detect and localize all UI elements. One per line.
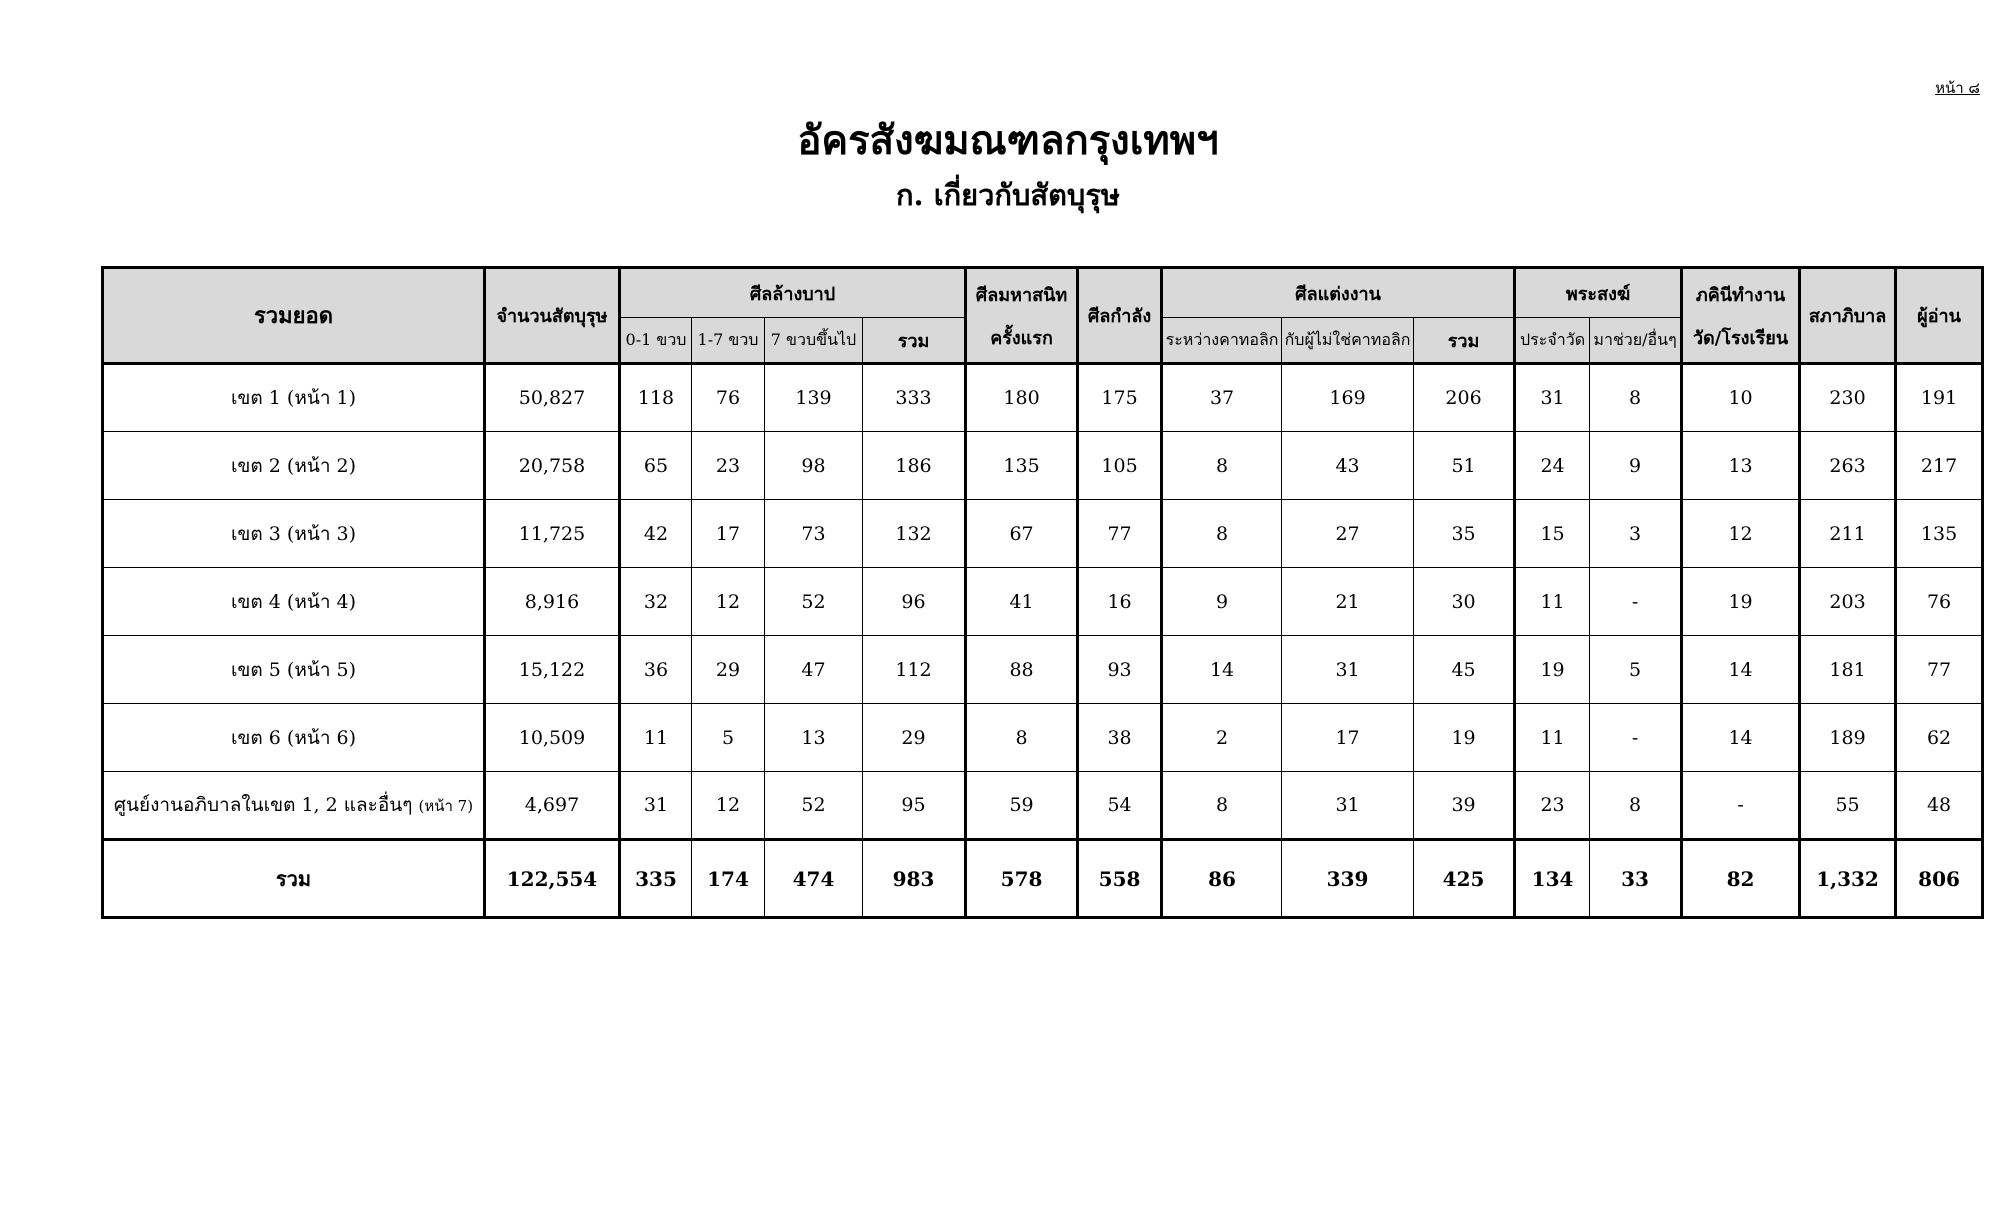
row-label-text: รวม: [275, 866, 312, 891]
cell-marriage-total: 45: [1414, 636, 1515, 704]
cell-confirmation: 77: [1078, 500, 1162, 568]
row-label: [103, 500, 485, 568]
cell-nuns: 19: [1682, 568, 1800, 636]
cell-marriage-mixed: 43: [1282, 432, 1414, 500]
cell-confirmation: 558: [1078, 840, 1162, 918]
cell-priests-resident: 23: [1515, 772, 1590, 840]
cell-council: 211: [1800, 500, 1896, 568]
cell-council: 189: [1800, 704, 1896, 772]
cell-members: 50,827: [485, 364, 620, 432]
cell-council: 181: [1800, 636, 1896, 704]
cell-baptism-total: 95: [863, 772, 966, 840]
header-baptism-1-7: 1-7 ขวบ: [692, 318, 765, 364]
row-label: [103, 364, 485, 432]
cell-marriage-catholic: 86: [1162, 840, 1282, 918]
cell-readers: 76: [1896, 568, 1983, 636]
cell-members: 8,916: [485, 568, 620, 636]
cell-baptism-0-1: 118: [620, 364, 692, 432]
total-row: [103, 840, 1983, 918]
cell-baptism-7-plus: 73: [765, 500, 863, 568]
cell-priests-resident: 11: [1515, 704, 1590, 772]
cell-members: 122,554: [485, 840, 620, 918]
cell-readers: 191: [1896, 364, 1983, 432]
cell-marriage-total: 51: [1414, 432, 1515, 500]
cell-baptism-1-7: 12: [692, 772, 765, 840]
header-baptism-0-1: 0-1 ขวบ: [620, 318, 692, 364]
cell-members: 10,509: [485, 704, 620, 772]
cell-baptism-7-plus: 52: [765, 772, 863, 840]
cell-confirmation: 175: [1078, 364, 1162, 432]
header-first-communion-line2: ครั้งแรก: [990, 327, 1053, 349]
header-confirmation: ศีลกำลัง: [1078, 268, 1162, 364]
cell-marriage-total: 35: [1414, 500, 1515, 568]
cell-priests-resident: 134: [1515, 840, 1590, 918]
cell-marriage-total: 206: [1414, 364, 1515, 432]
cell-nuns: 13: [1682, 432, 1800, 500]
row-label: [103, 636, 485, 704]
header-priests-resident: ประจำวัด: [1515, 318, 1590, 364]
cell-members: 4,697: [485, 772, 620, 840]
cell-baptism-0-1: 32: [620, 568, 692, 636]
cell-nuns: 14: [1682, 636, 1800, 704]
cell-members: 20,758: [485, 432, 620, 500]
cell-baptism-1-7: 174: [692, 840, 765, 918]
row-label-text: เขต 4 (หน้า 4): [230, 590, 357, 613]
cell-baptism-7-plus: 47: [765, 636, 863, 704]
row-label: [103, 568, 485, 636]
header-priests-assisting: มาช่วย/อื่นๆ: [1590, 318, 1682, 364]
cell-baptism-1-7: 5: [692, 704, 765, 772]
cell-marriage-total: 19: [1414, 704, 1515, 772]
cell-nuns: -: [1682, 772, 1800, 840]
header-nuns: [1682, 268, 1800, 364]
cell-priests-resident: 19: [1515, 636, 1590, 704]
cell-baptism-total: 29: [863, 704, 966, 772]
cell-priests-assisting: 3: [1590, 500, 1682, 568]
cell-priests-resident: 24: [1515, 432, 1590, 500]
cell-marriage-total: 425: [1414, 840, 1515, 918]
cell-marriage-catholic: 8: [1162, 432, 1282, 500]
cell-marriage-mixed: 169: [1282, 364, 1414, 432]
cell-first-communion: 88: [966, 636, 1078, 704]
cell-baptism-0-1: 11: [620, 704, 692, 772]
cell-priests-assisting: -: [1590, 568, 1682, 636]
cell-baptism-1-7: 23: [692, 432, 765, 500]
cell-priests-resident: 15: [1515, 500, 1590, 568]
cell-baptism-total: 112: [863, 636, 966, 704]
row-label: [103, 772, 485, 840]
page-number: หน้า ๘: [1935, 79, 1980, 97]
cell-marriage-mixed: 27: [1282, 500, 1414, 568]
cell-baptism-1-7: 76: [692, 364, 765, 432]
cell-baptism-0-1: 36: [620, 636, 692, 704]
cell-baptism-total: 333: [863, 364, 966, 432]
cell-marriage-catholic: 14: [1162, 636, 1282, 704]
row-label-text: เขต 2 (หน้า 2): [230, 454, 357, 477]
cell-baptism-7-plus: 139: [765, 364, 863, 432]
cell-priests-assisting: 8: [1590, 772, 1682, 840]
cell-readers: 806: [1896, 840, 1983, 918]
cell-first-communion: 67: [966, 500, 1078, 568]
cell-marriage-catholic: 8: [1162, 500, 1282, 568]
cell-confirmation: 105: [1078, 432, 1162, 500]
cell-council: 203: [1800, 568, 1896, 636]
row-label-text: เขต 6 (หน้า 6): [230, 726, 357, 749]
cell-marriage-catholic: 37: [1162, 364, 1282, 432]
row-label-text: เขต 3 (หน้า 3): [230, 522, 357, 545]
table-row: [103, 500, 1983, 568]
cell-marriage-mixed: 31: [1282, 772, 1414, 840]
cell-marriage-catholic: 8: [1162, 772, 1282, 840]
cell-marriage-mixed: 17: [1282, 704, 1414, 772]
header-priests: พระสงฆ์: [1515, 268, 1682, 318]
header-baptism-total: รวม: [863, 318, 966, 364]
cell-nuns: 82: [1682, 840, 1800, 918]
table-row: [103, 432, 1983, 500]
cell-readers: 217: [1896, 432, 1983, 500]
cell-priests-assisting: 8: [1590, 364, 1682, 432]
row-label: [103, 432, 485, 500]
cell-marriage-total: 30: [1414, 568, 1515, 636]
cell-first-communion: 59: [966, 772, 1078, 840]
table-row: [103, 364, 1983, 432]
row-label-text: เขต 5 (หน้า 5): [230, 658, 357, 681]
header-marriage: ศีลแต่งงาน: [1162, 268, 1515, 318]
page-subtitle: ก. เกี่ยวกับสัตบุรุษ: [895, 178, 1121, 212]
cell-baptism-1-7: 17: [692, 500, 765, 568]
header-marriage-total: รวม: [1414, 318, 1515, 364]
cell-priests-resident: 31: [1515, 364, 1590, 432]
cell-baptism-total: 983: [863, 840, 966, 918]
cell-baptism-1-7: 12: [692, 568, 765, 636]
cell-marriage-catholic: 2: [1162, 704, 1282, 772]
table-row: [103, 772, 1983, 840]
header-marriage-mixed: กับผู้ไม่ใช่คาทอลิก: [1282, 318, 1414, 364]
cell-nuns: 10: [1682, 364, 1800, 432]
cell-baptism-0-1: 42: [620, 500, 692, 568]
cell-readers: 135: [1896, 500, 1983, 568]
row-label-text: ศูนย์งานอภิบาลในเขต 1, 2 และอื่นๆ: [113, 794, 413, 816]
header-marriage-catholic: ระหว่างคาทอลิก: [1162, 318, 1282, 364]
row-label: [103, 704, 485, 772]
cell-nuns: 12: [1682, 500, 1800, 568]
cell-baptism-1-7: 29: [692, 636, 765, 704]
cell-confirmation: 93: [1078, 636, 1162, 704]
header-baptism-7-plus: 7 ขวบขึ้นไป: [765, 318, 863, 364]
cell-marriage-total: 39: [1414, 772, 1515, 840]
cell-baptism-total: 186: [863, 432, 966, 500]
cell-marriage-mixed: 21: [1282, 568, 1414, 636]
cell-marriage-catholic: 9: [1162, 568, 1282, 636]
header-baptism: ศีลล้างบาป: [620, 268, 966, 318]
cell-priests-assisting: 5: [1590, 636, 1682, 704]
cell-baptism-total: 132: [863, 500, 966, 568]
cell-readers: 62: [1896, 704, 1983, 772]
header-first-communion-line1: ศีลมหาสนิท: [975, 284, 1068, 306]
cell-first-communion: 8: [966, 704, 1078, 772]
row-label: [103, 840, 485, 918]
cell-readers: 77: [1896, 636, 1983, 704]
cell-marriage-mixed: 339: [1282, 840, 1414, 918]
table-row: [103, 636, 1983, 704]
header-first-communion: [966, 268, 1078, 364]
header-nuns-line1: ภคินีทำงาน: [1695, 284, 1786, 306]
cell-priests-assisting: -: [1590, 704, 1682, 772]
header-council: สภาภิบาล: [1800, 268, 1896, 364]
cell-baptism-7-plus: 474: [765, 840, 863, 918]
header-nuns-line2: วัด/โรงเรียน: [1692, 327, 1789, 349]
cell-marriage-mixed: 31: [1282, 636, 1414, 704]
cell-council: 263: [1800, 432, 1896, 500]
summary-table: [101, 266, 1984, 919]
row-label-text: เขต 1 (หน้า 1): [230, 387, 357, 409]
cell-first-communion: 180: [966, 364, 1078, 432]
cell-baptism-7-plus: 13: [765, 704, 863, 772]
header-summary: รวมยอด: [103, 268, 485, 364]
cell-baptism-7-plus: 98: [765, 432, 863, 500]
cell-members: 15,122: [485, 636, 620, 704]
cell-council: 1,332: [1800, 840, 1896, 918]
cell-confirmation: 16: [1078, 568, 1162, 636]
cell-baptism-7-plus: 52: [765, 568, 863, 636]
table-body: [103, 364, 1983, 918]
cell-council: 230: [1800, 364, 1896, 432]
cell-confirmation: 54: [1078, 772, 1162, 840]
row-label-note: (หน้า 7): [418, 797, 474, 815]
cell-readers: 48: [1896, 772, 1983, 840]
cell-baptism-0-1: 31: [620, 772, 692, 840]
cell-priests-assisting: 33: [1590, 840, 1682, 918]
cell-baptism-total: 96: [863, 568, 966, 636]
header-members: จำนวนสัตบุรุษ: [485, 268, 620, 364]
cell-baptism-0-1: 335: [620, 840, 692, 918]
page-title: อัครสังฆมณฑลกรุงเทพฯ: [797, 117, 1219, 164]
cell-confirmation: 38: [1078, 704, 1162, 772]
header-readers: ผู้อ่าน: [1896, 268, 1983, 364]
cell-nuns: 14: [1682, 704, 1800, 772]
cell-first-communion: 41: [966, 568, 1078, 636]
table-row: [103, 704, 1983, 772]
cell-baptism-0-1: 65: [620, 432, 692, 500]
table-row: [103, 568, 1983, 636]
cell-members: 11,725: [485, 500, 620, 568]
cell-priests-assisting: 9: [1590, 432, 1682, 500]
cell-first-communion: 578: [966, 840, 1078, 918]
cell-first-communion: 135: [966, 432, 1078, 500]
cell-priests-resident: 11: [1515, 568, 1590, 636]
cell-council: 55: [1800, 772, 1896, 840]
